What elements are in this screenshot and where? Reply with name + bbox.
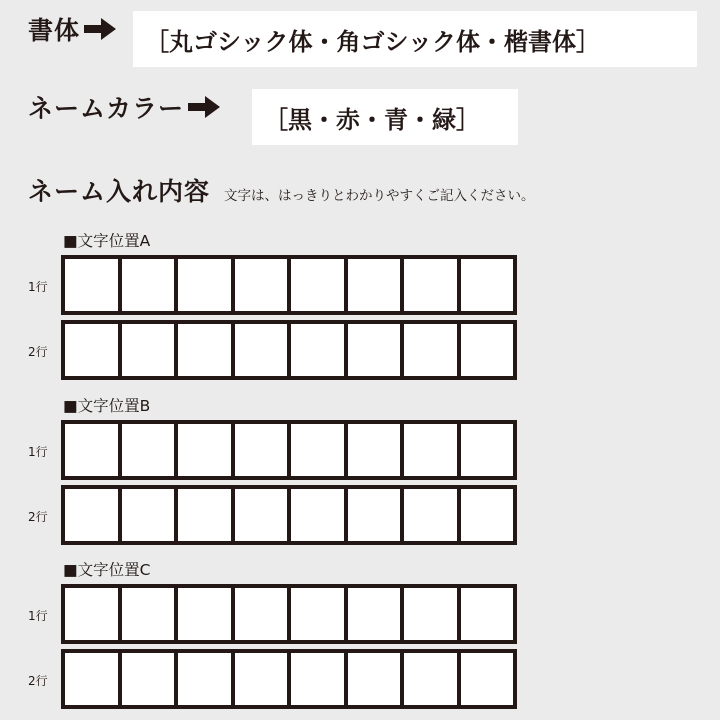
character-box[interactable]: [235, 588, 288, 640]
position-c-line2-boxes[interactable]: [61, 649, 517, 709]
character-box[interactable]: [65, 489, 118, 541]
position-a-line2-boxes[interactable]: [61, 320, 517, 380]
character-box[interactable]: [65, 424, 118, 476]
character-box[interactable]: [404, 653, 457, 705]
character-box[interactable]: [178, 259, 231, 311]
character-box[interactable]: [235, 653, 288, 705]
character-box[interactable]: [348, 424, 401, 476]
font-style-options-text: ［丸ゴシック体・角ゴシック体・楷書体］: [145, 27, 601, 56]
character-box[interactable]: [461, 489, 514, 541]
font-style-options: [133, 11, 697, 67]
character-box[interactable]: [178, 424, 231, 476]
name-content-title: ネーム入れ内容: [28, 177, 211, 206]
character-box[interactable]: [235, 489, 288, 541]
character-box[interactable]: [404, 324, 457, 376]
character-box[interactable]: [461, 259, 514, 311]
character-box[interactable]: [348, 259, 401, 311]
position-b-line1-boxes[interactable]: [61, 420, 517, 480]
line-label: 1行: [28, 445, 48, 459]
character-box[interactable]: [178, 653, 231, 705]
character-box[interactable]: [461, 424, 514, 476]
right-arrow-icon: [84, 18, 116, 40]
font-style-row: [28, 11, 116, 47]
position-b-label: ■文字位置B: [63, 397, 151, 415]
line-label: 1行: [28, 609, 48, 623]
character-box[interactable]: [122, 653, 175, 705]
character-box[interactable]: [122, 324, 175, 376]
name-color-row: [28, 89, 220, 125]
name-color-options: [252, 89, 518, 145]
position-a-line1-boxes[interactable]: [61, 255, 517, 315]
character-box[interactable]: [291, 489, 344, 541]
character-box[interactable]: [291, 324, 344, 376]
character-box[interactable]: [348, 588, 401, 640]
character-box[interactable]: [178, 588, 231, 640]
character-box[interactable]: [348, 324, 401, 376]
name-color-options-text: ［黒・赤・青・緑］: [264, 105, 480, 134]
name-content-heading: [28, 172, 535, 208]
character-box[interactable]: [291, 588, 344, 640]
character-box[interactable]: [291, 259, 344, 311]
character-box[interactable]: [65, 324, 118, 376]
character-box[interactable]: [291, 653, 344, 705]
line-label: 2行: [28, 674, 48, 688]
character-box[interactable]: [235, 424, 288, 476]
character-box[interactable]: [235, 324, 288, 376]
character-box[interactable]: [122, 588, 175, 640]
right-arrow-icon: [188, 96, 220, 118]
character-box[interactable]: [461, 653, 514, 705]
character-box[interactable]: [65, 653, 118, 705]
character-box[interactable]: [348, 489, 401, 541]
character-box[interactable]: [65, 588, 118, 640]
character-box[interactable]: [122, 259, 175, 311]
character-box[interactable]: [291, 424, 344, 476]
character-box[interactable]: [65, 259, 118, 311]
character-box[interactable]: [404, 259, 457, 311]
character-box[interactable]: [348, 653, 401, 705]
character-box[interactable]: [404, 489, 457, 541]
font-style-label: 書体: [28, 16, 81, 45]
position-c-label: ■文字位置C: [63, 561, 151, 579]
line-label: 1行: [28, 280, 48, 294]
character-box[interactable]: [404, 588, 457, 640]
character-box[interactable]: [122, 489, 175, 541]
character-box[interactable]: [461, 324, 514, 376]
character-box[interactable]: [122, 424, 175, 476]
line-label: 2行: [28, 510, 48, 524]
position-a-label: ■文字位置A: [63, 232, 151, 250]
character-box[interactable]: [404, 424, 457, 476]
line-label: 2行: [28, 345, 48, 359]
position-b-line2-boxes[interactable]: [61, 485, 517, 545]
character-box[interactable]: [235, 259, 288, 311]
name-content-note: 文字は、はっきりとわかりやすくご記入ください。: [224, 188, 535, 204]
character-box[interactable]: [178, 324, 231, 376]
position-c-line1-boxes[interactable]: [61, 584, 517, 644]
name-color-label: ネームカラー: [28, 94, 185, 123]
character-box[interactable]: [461, 588, 514, 640]
character-box[interactable]: [178, 489, 231, 541]
